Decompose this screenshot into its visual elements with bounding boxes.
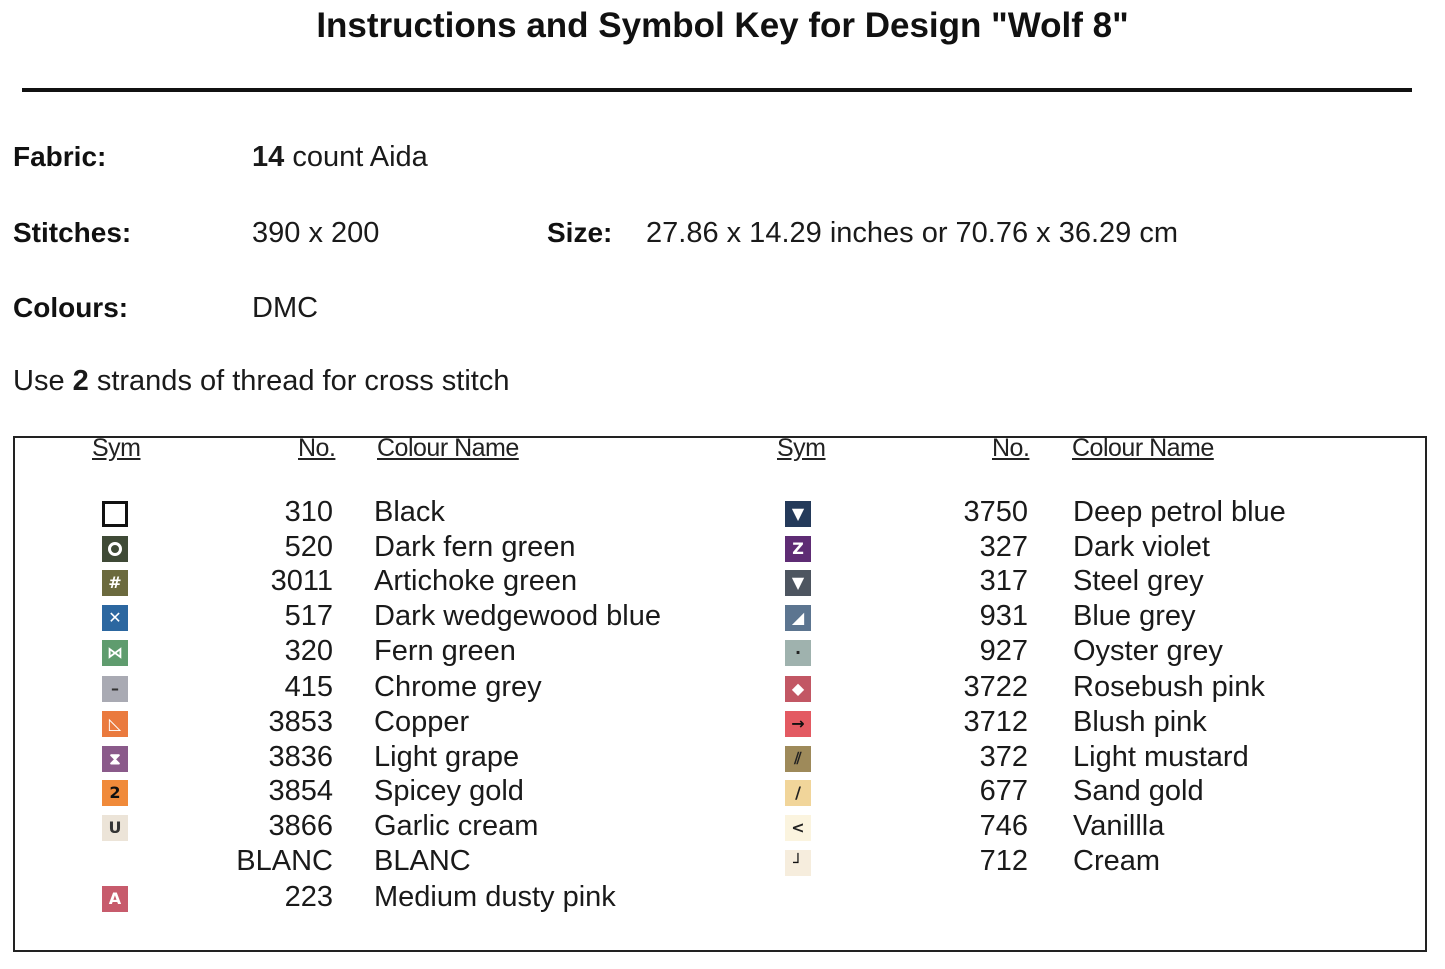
colour-name: Fern green [374,635,516,667]
arrow-icon: → [785,711,811,737]
dot-icon: · [785,640,811,666]
dmc-number: 520 [284,531,333,563]
right-sym-header: Sym [777,434,826,462]
dmc-number: 3750 [963,496,1028,528]
blank-icon [102,850,128,876]
dmc-number: 3011 [270,565,333,597]
page-title: Instructions and Symbol Key for Design "Wolf 8" [316,6,1129,45]
strands-count: 2 [72,365,89,397]
dmc-number: 223 [284,881,333,913]
dmc-number: 927 [979,635,1028,667]
colour-name: Artichoke green [374,565,578,597]
dmc-number: 517 [284,600,333,632]
strands-post: strands of thread for cross stitch [88,365,510,397]
dmc-number: 317 [979,565,1028,597]
colour-name: Steel grey [1073,565,1204,597]
fabric-type: count Aida [284,141,428,173]
right-no-header: No. [992,434,1030,462]
x-icon: ✕ [102,605,128,631]
dmc-number: 310 [284,496,333,528]
z-icon: Z [785,536,811,562]
circle-icon [102,536,128,562]
dmc-number: 3853 [268,706,333,738]
corner-triangle-icon: ◢ [785,605,811,631]
colour-name: Copper [374,706,470,738]
colours-value: DMC [252,292,319,324]
dmc-number: 3854 [268,775,333,807]
colour-name: Deep petrol blue [1073,496,1286,528]
hourglass-icon: ⧗ [102,746,128,772]
colour-name: Cream [1073,845,1161,877]
dmc-number: BLANC [236,845,333,877]
colour-name: Blush pink [1073,706,1207,738]
colour-name: Blue grey [1073,600,1196,632]
colour-name: Dark fern green [374,531,576,563]
diamond-icon: ◆ [785,676,811,702]
triangle-icon: ◺ [102,711,128,737]
colour-name: Sand gold [1073,775,1204,807]
colour-name: Black [374,496,445,528]
stitches-label: Stitches: [13,217,132,248]
size-label: Size: [547,217,613,248]
dmc-number: 327 [979,531,1028,563]
strands-instruction [13,365,509,398]
colour-name: Rosebush pink [1073,671,1265,703]
dmc-number: 3712 [963,706,1028,738]
colour-name: Vanillla [1073,810,1165,842]
colour-name: BLANC [374,845,471,877]
dmc-number: 372 [979,741,1028,773]
left-colour-name-header: Colour Name [377,434,519,462]
right-colour-name-header: Colour Name [1072,434,1214,462]
dmc-number: 3836 [268,741,333,773]
colours-label: Colours: [13,292,129,323]
colour-name: Spicey gold [374,775,524,807]
colour-name: Oyster grey [1073,635,1223,667]
colour-name: Light grape [374,741,520,773]
fabric-label: Fabric: [13,141,107,172]
stitches-value: 390 x 200 [252,217,380,249]
down-triangle-icon: ▼ [785,570,811,596]
dmc-number: 3722 [963,671,1028,703]
bowtie-icon: ⋈ [102,640,128,666]
slash-icon: / [785,780,811,806]
colour-name: Light mustard [1073,741,1249,773]
fabric-count: 14 [252,141,285,173]
left-sym-header: Sym [92,434,141,462]
a-icon: A [102,886,128,912]
colour-name: Chrome grey [374,671,542,703]
dmc-number: 712 [979,845,1028,877]
dmc-number: 746 [979,810,1028,842]
size-value: 27.86 x 14.29 inches or 70.76 x 36.29 cm [646,217,1179,249]
double-slash-icon: ⫽ [785,746,811,772]
strands-pre: Use [13,365,73,397]
title-divider [22,88,1412,92]
dmc-number: 415 [284,671,333,703]
open-square-icon [102,501,128,527]
dmc-number: 677 [979,775,1028,807]
corner-icon: ┘ [785,850,811,876]
dmc-number: 320 [284,635,333,667]
down-triangle-icon: ▼ [785,501,811,527]
dmc-number: 3866 [268,810,333,842]
colour-name: Dark wedgewood blue [374,600,661,632]
colour-name: Dark violet [1073,531,1210,563]
u-icon: U [102,815,128,841]
left-no-header: No. [298,434,336,462]
two-icon: 2 [102,780,128,806]
dash-icon: – [102,676,128,702]
colour-name: Garlic cream [374,810,539,842]
colour-name: Medium dusty pink [374,881,616,913]
fabric-value [252,141,428,174]
hash-icon: # [102,570,128,596]
dmc-number: 931 [979,600,1028,632]
less-than-icon: < [785,815,811,841]
